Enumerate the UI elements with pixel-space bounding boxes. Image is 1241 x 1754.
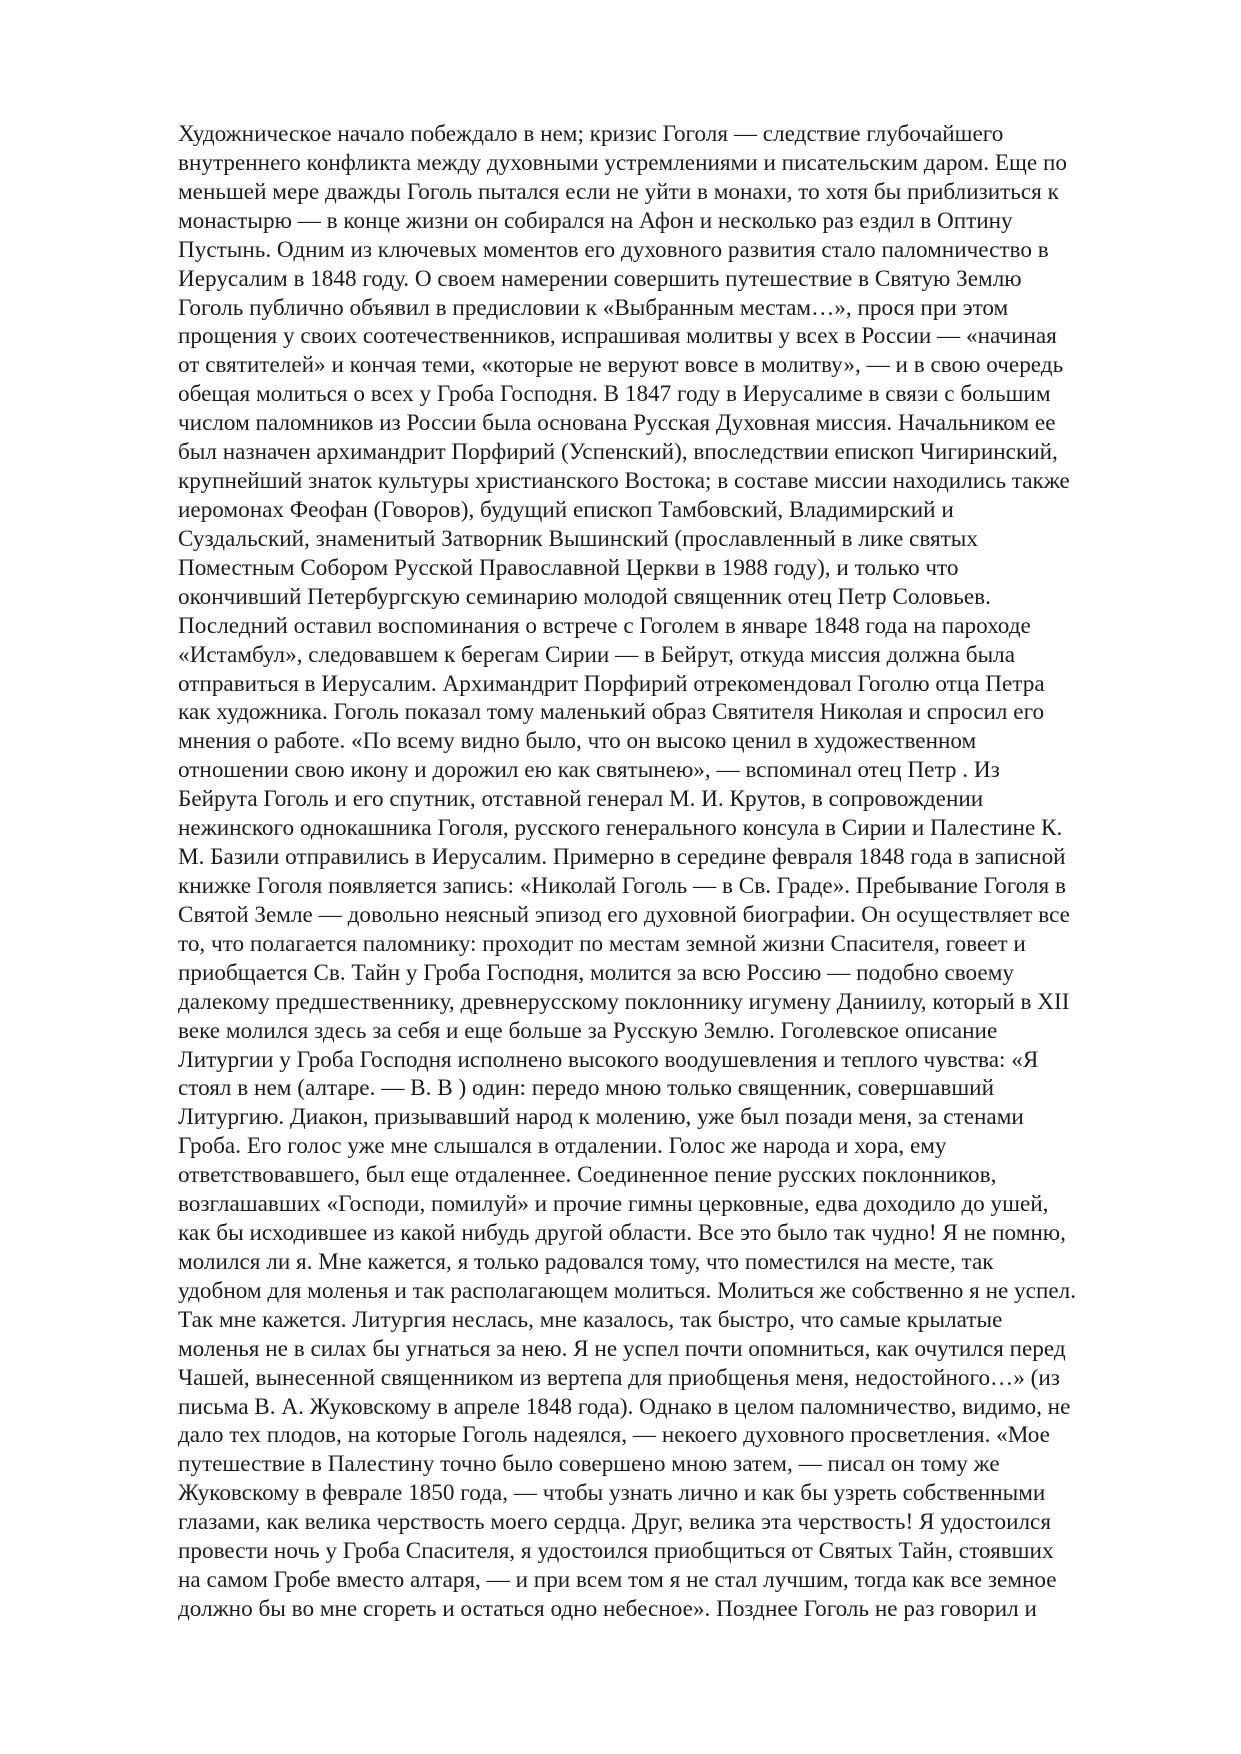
text-line: Суздальский, знаменитый Затворник Вышинский (прославленный в лике святых xyxy=(178,525,978,552)
text-line: провести ночь у Гроба Спасителя, я удостоился приобщиться от Святых Тайн, стоявших xyxy=(178,1538,1054,1565)
text-line: возглашавших «Господи, помилуй» и прочие гимны церковные, едва доходило до ушей, xyxy=(178,1191,1049,1218)
text-line: стоял в нем (алтаре. — В. В ) один: передо мною только священник, совершавший xyxy=(178,1075,994,1102)
text-line: крупнейший знаток культуры христианского Востока; в составе миссии находились также xyxy=(178,468,1070,495)
text-line: окончивший Петербургскую семинарию молодой священник отец Петр Соловьев. xyxy=(178,583,991,610)
text-line: Художническое начало побеждало в нем; кризис Гоголя — следствие глубочайшего xyxy=(178,121,1004,147)
text-line: нежинского однокашника Гоголя, русского генерального консула в Сирии и Палестине К. xyxy=(178,815,1063,842)
body-text xyxy=(178,120,1158,1624)
text-line: внутреннего конфликта между духовными устремлениями и писательским даром. Еще по xyxy=(178,149,1067,176)
text-line: меньшей мере дважды Гоголь пытался если не уйти в монахи, то хотя бы приблизиться к xyxy=(178,178,1059,205)
text-line: далекому предшественнику, древнерусскому поклоннику игумену Даниилу, который в XII xyxy=(178,988,1070,1015)
text-line: Жуковскому в феврале 1850 года, — чтобы узнать лично и как бы узреть собственными xyxy=(178,1480,1046,1507)
text-line: был назначен архимандрит Порфирий (Успенский), впоследствии епископ Чигиринский, xyxy=(178,439,1058,466)
text-line: приобщается Св. Тайн у Гроба Господня, молится за всю Россию — подобно своему xyxy=(178,959,1014,986)
text-line: Гроба. Его голос уже мне слышался в отдалении. Голос же народа и хора, ему xyxy=(178,1133,947,1160)
text-line: Пустынь. Одним из ключевых моментов его духовного развития стало паломничество в xyxy=(178,236,1049,263)
text-line: Иерусалим в 1848 году. О своем намерении совершить путешествие в Святую Землю xyxy=(178,265,1022,292)
text-line: Последний оставил воспоминания о встрече с Гоголем в январе 1848 года на пароходе xyxy=(178,612,1031,639)
text-line: письма В. А. Жуковскому в апреле 1848 года). Однако в целом паломничество, видимо, не xyxy=(178,1393,1071,1420)
text-line: Литургию. Диакон, призывавший народ к молению, уже был позади меня, за стенами xyxy=(178,1104,1024,1131)
text-line: как бы исходившее из какой нибудь другой области. Все это было так чудно! Я не помню, xyxy=(178,1220,1066,1247)
text-line: иеромонах Феофан (Говоров), будущий епископ Тамбовский, Владимирский и xyxy=(178,496,954,523)
text-line: как художника. Гоголь показал тому маленький образ Святителя Николая и спросил его xyxy=(178,699,1045,726)
text-line: Чашей, вынесенной священником из вертепа для приобщенья меня, недостойного…» (из xyxy=(178,1364,1060,1391)
text-line: обещая молиться о всех у Гроба Господня. В 1847 году в Иерусалиме в связи с большим xyxy=(178,381,1051,408)
text-line: числом паломников из России была основана Русская Духовная миссия. Начальником ее xyxy=(178,410,1056,437)
text-line: книжке Гоголя появляется запись: «Николай Гоголь — в Св. Граде». Пребывание Гоголя в xyxy=(178,872,1066,899)
text-line: отношении свою икону и дорожил ею как святынею», — вспоминал отец Петр . Из xyxy=(178,757,1000,784)
text-line: Гоголь публично объявил в предисловии к «Выбранным местам…», прося при этом xyxy=(178,294,1009,321)
text-line: прощения у своих соотечественников, испрашивая молитвы у всех в России — «начиная xyxy=(178,323,1057,350)
text-line: молился ли я. Мне кажется, я только радовался тому, что поместился на месте, так xyxy=(178,1248,994,1275)
text-line: отправиться в Иерусалим. Архимандрит Порфирий отрекомендовал Гоголю отца Петра xyxy=(178,670,1045,697)
text-line: Святой Земле — довольно неясный эпизод его духовной биографии. Он осуществляет все xyxy=(178,901,1070,928)
text-line: веке молился здесь за себя и еще больше за Русскую Землю. Гоголевское описание xyxy=(178,1017,998,1044)
text-line: должно бы во мне сгореть и остаться одно небесное». Позднее Гоголь не раз говорил и xyxy=(178,1596,1037,1623)
text-line: Так мне кажется. Литургия неслась, мне казалось, так быстро, что самые крылатые xyxy=(178,1306,1003,1333)
text-line: Литургии у Гроба Господня исполнено высокого воодушевления и теплого чувства: «Я xyxy=(178,1046,1039,1073)
text-line: моленья не в силах бы угнаться за нею. Я не успел почти опомниться, как очутился перед xyxy=(178,1335,1066,1362)
text-line: Поместным Собором Русской Православной Церкви в 1988 году), и только что xyxy=(178,554,959,581)
text-line: удобном для моленья и так располагающем молиться. Молиться же собственно я не успел. xyxy=(178,1277,1077,1304)
text-line: ответствовавшего, был еще отдаленнее. Соединенное пение русских поклонников, xyxy=(178,1162,997,1189)
text-line: М. Базили отправились в Иерусалим. Примерно в середине февраля 1848 года в записной xyxy=(178,844,1066,871)
text-line: путешествие в Палестину точно было совершено мною затем, — писал он тому же xyxy=(178,1451,1000,1478)
text-line: Бейрута Гоголь и его спутник, отставной генерал М. И. Крутов, в сопровождении xyxy=(178,786,984,813)
text-line: то, что полагается паломнику: проходит по местам земной жизни Спасителя, говеет и xyxy=(178,930,1026,957)
text-line: глазами, как велика черствость моего сердца. Друг, велика эта черствость! Я удостоился xyxy=(178,1509,1052,1536)
text-line: монастырю — в конце жизни он собирался на Афон и несколько раз ездил в Оптину xyxy=(178,207,1013,234)
text-line: от святителей» и кончая теми, «которые не веруют вовсе в молитву», — и в свою очередь xyxy=(178,352,1064,379)
text-line: на самом Гробе вместо алтаря, — и при всем том я не стал лучшим, тогда как все земное xyxy=(178,1567,1057,1594)
text-line: «Истамбул», следовавшем к берегам Сирии — в Бейрут, откуда миссия должна была xyxy=(178,641,1016,668)
text-line: дало тех плодов, на которые Гоголь надеялся, — некоего духовного просветления. «Мое xyxy=(178,1422,1050,1449)
text-line: мнения о работе. «По всему видно было, что он высоко ценил в художественном xyxy=(178,728,977,755)
